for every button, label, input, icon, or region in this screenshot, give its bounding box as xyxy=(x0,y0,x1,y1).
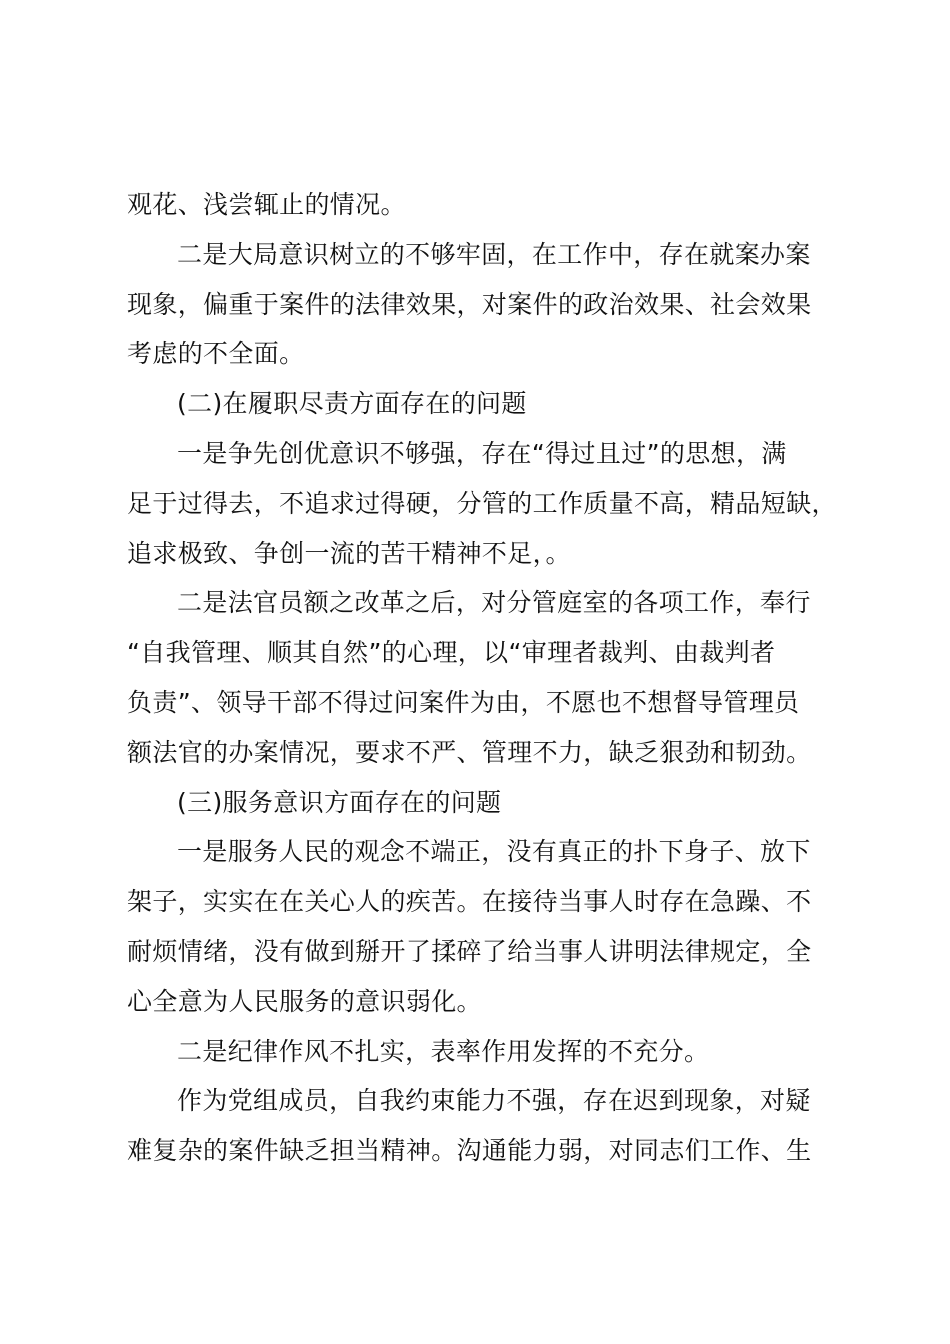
text-line: 心全意为人民服务的意识弱化。 xyxy=(127,986,482,1016)
text-line: 耐烦情绪，没有做到掰开了揉碎了给当事人讲明法律规定，全 xyxy=(127,936,812,966)
text-line: 追求极致、争创一流的苦干精神不足，。 xyxy=(127,538,571,568)
text-line: “自我管理、顺其自然”的心理，以“审理者裁判、由裁判者 xyxy=(127,638,776,668)
text-line: (二)在履职尽责方面存在的问题 xyxy=(177,389,527,419)
text-line: 一是争先创优意识不够强，存在“得过且过”的思想，满 xyxy=(177,438,787,468)
text-line: 难复杂的案件缺乏担当精神。沟通能力弱，对同志们工作、生 xyxy=(127,1136,812,1166)
text-line: 足于过得去，不追求过得硬，分管的工作质量不高，精品短缺， xyxy=(127,488,837,518)
document-body xyxy=(127,180,839,1176)
text-line: 观花、浅尝辄止的情况。 xyxy=(127,190,406,219)
text-line: 二是纪律作风不扎实，表率作用发挥的不充分。 xyxy=(177,1036,710,1066)
text-line: 二是法官员额之改革之后，对分管庭室的各项工作，奉行 xyxy=(177,588,811,618)
text-line: 现象，偏重于案件的法律效果，对案件的政治效果、社会效果 xyxy=(127,289,812,319)
text-line: 一是服务人民的观念不端正，没有真正的扑下身子、放下 xyxy=(177,837,811,867)
text-line: 额法官的办案情况，要求不严、管理不力，缺乏狠劲和韧劲。 xyxy=(127,737,812,767)
text-line: 二是大局意识树立的不够牢固，在工作中，存在就案办案 xyxy=(177,239,811,269)
text-line: (三)服务意识方面存在的问题 xyxy=(177,787,502,817)
text-line: 考虑的不全面。 xyxy=(127,339,305,369)
text-line: 架子，实实在在关心人的疾苦。在接待当事人时存在急躁、不 xyxy=(127,887,812,917)
text-line: 负责”、领导干部不得过问案件为由，不愿也不想督导管理员 xyxy=(127,687,800,717)
text-line: 作为党组成员，自我约束能力不强，存在迟到现象，对疑 xyxy=(177,1086,811,1116)
